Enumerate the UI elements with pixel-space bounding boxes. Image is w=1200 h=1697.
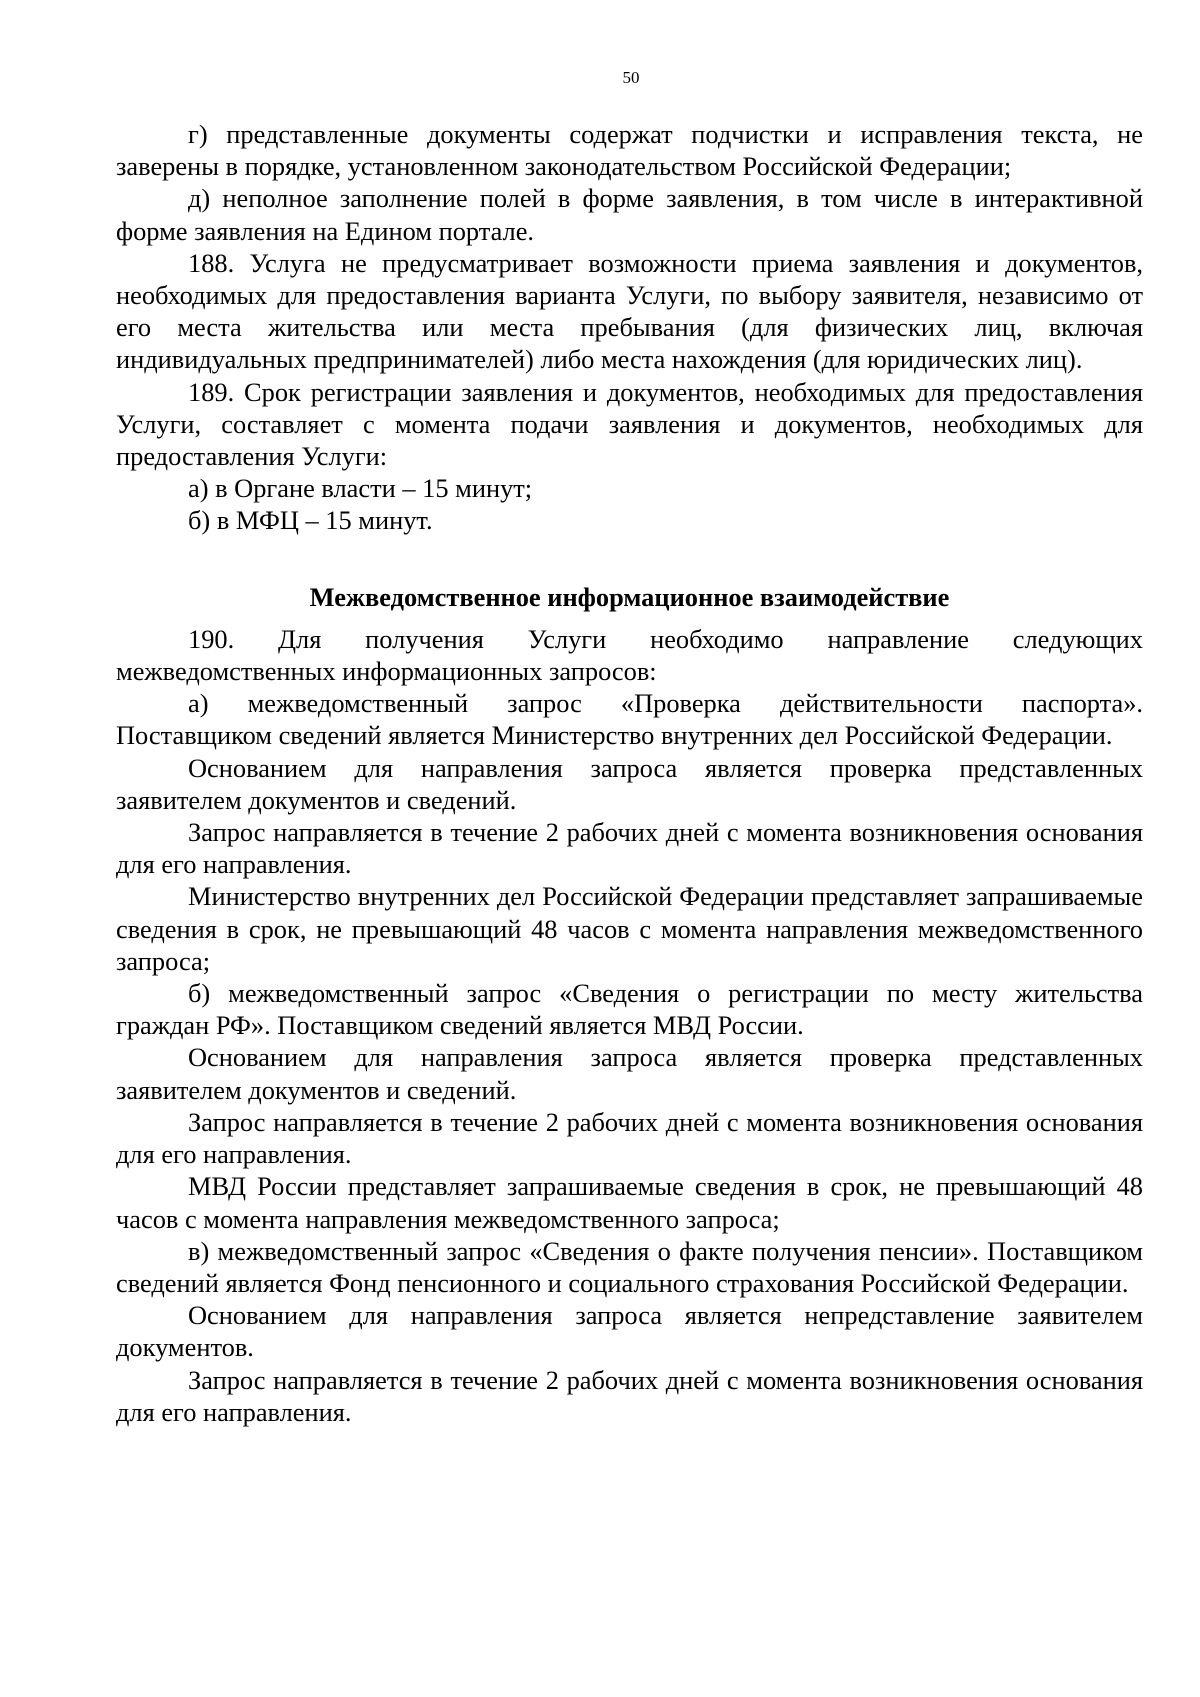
paragraph-term-v: Запрос направляется в течение 2 рабочих дней с момента возникновения основания для его направления.: [116, 1364, 1143, 1427]
paragraph-190-b: б) межведомственный запрос «Сведения о регистрации по месту жительства граждан РФ». Поставщиком сведений является МВД России.: [116, 978, 1143, 1041]
paragraph-189-b: б) в МФЦ – 15 минут.: [188, 505, 433, 536]
section-title: Межведомственное информационное взаимодействие: [309, 581, 950, 612]
paragraph-189-a: а) в Органе власти – 15 минут;: [188, 473, 533, 504]
paragraph-basis-a: Основанием для направления запроса является проверка представленных заявителем документов и сведений.: [116, 752, 1143, 815]
paragraph-item-g: г) представленные документы содержат подчистки и исправления текста, не заверены в порядке, установленном законодательством Российской Федерации;: [116, 119, 1143, 182]
document-body: [116, 118, 1143, 1428]
paragraph-item-d: д) неполное заполнение полей в форме заявления, в том числе в интерактивной форме заявления на Едином портале.: [116, 183, 1143, 246]
paragraph-190-a: а) межведомственный запрос «Проверка действительности паспорта». Поставщиком сведений является Министерство внутренних дел Российской Федерации.: [116, 688, 1143, 751]
paragraph-basis-v: Основанием для направления запроса является непредставление заявителем документов.: [116, 1300, 1143, 1363]
paragraph-190-v: в) межведомственный запрос «Сведения о факте получения пенсии». Поставщиком сведений является Фонд пенсионного и социального страхования Российской Федерации.: [116, 1235, 1143, 1298]
paragraph-response-a: Министерство внутренних дел Российской Федерации представляет запрашиваемые сведения в срок, не превышающий 48 часов с момента направления межведомственного запроса;: [116, 881, 1143, 976]
paragraph-190: 190. Для получения Услуги необходимо направление следующих межведомственных информационных запросов:: [116, 623, 1143, 687]
paragraph-term-b: Запрос направляется в течение 2 рабочих дней с момента возникновения основания для его направления.: [116, 1106, 1143, 1170]
paragraph-188: 188. Услуга не предусматривает возможности приема заявления и документов, необходимых для предоставления варианта Услуги, по выбору заявителя, независимо от его места жительства или места пребывания (для физических лиц, включая индивидуальных предпринимателей) либо места нахождения (для юридических лиц).: [116, 247, 1143, 375]
paragraph-response-b: МВД России представляет запрашиваемые сведения в срок, не превышающий 48 часов с момента направления межведомственного запроса;: [116, 1171, 1143, 1234]
paragraph-basis-b: Основанием для направления запроса является проверка представленных заявителем документов и сведений.: [116, 1042, 1143, 1105]
page-number: 50: [622, 68, 640, 87]
paragraph-189: 189. Срок регистрации заявления и документов, необходимых для предоставления Услуги, составляет с момента подачи заявления и документов, необходимых для предоставления Услуги:: [116, 376, 1143, 472]
paragraph-term-a: Запрос направляется в течение 2 рабочих дней с момента возникновения основания для его направления.: [116, 817, 1143, 880]
